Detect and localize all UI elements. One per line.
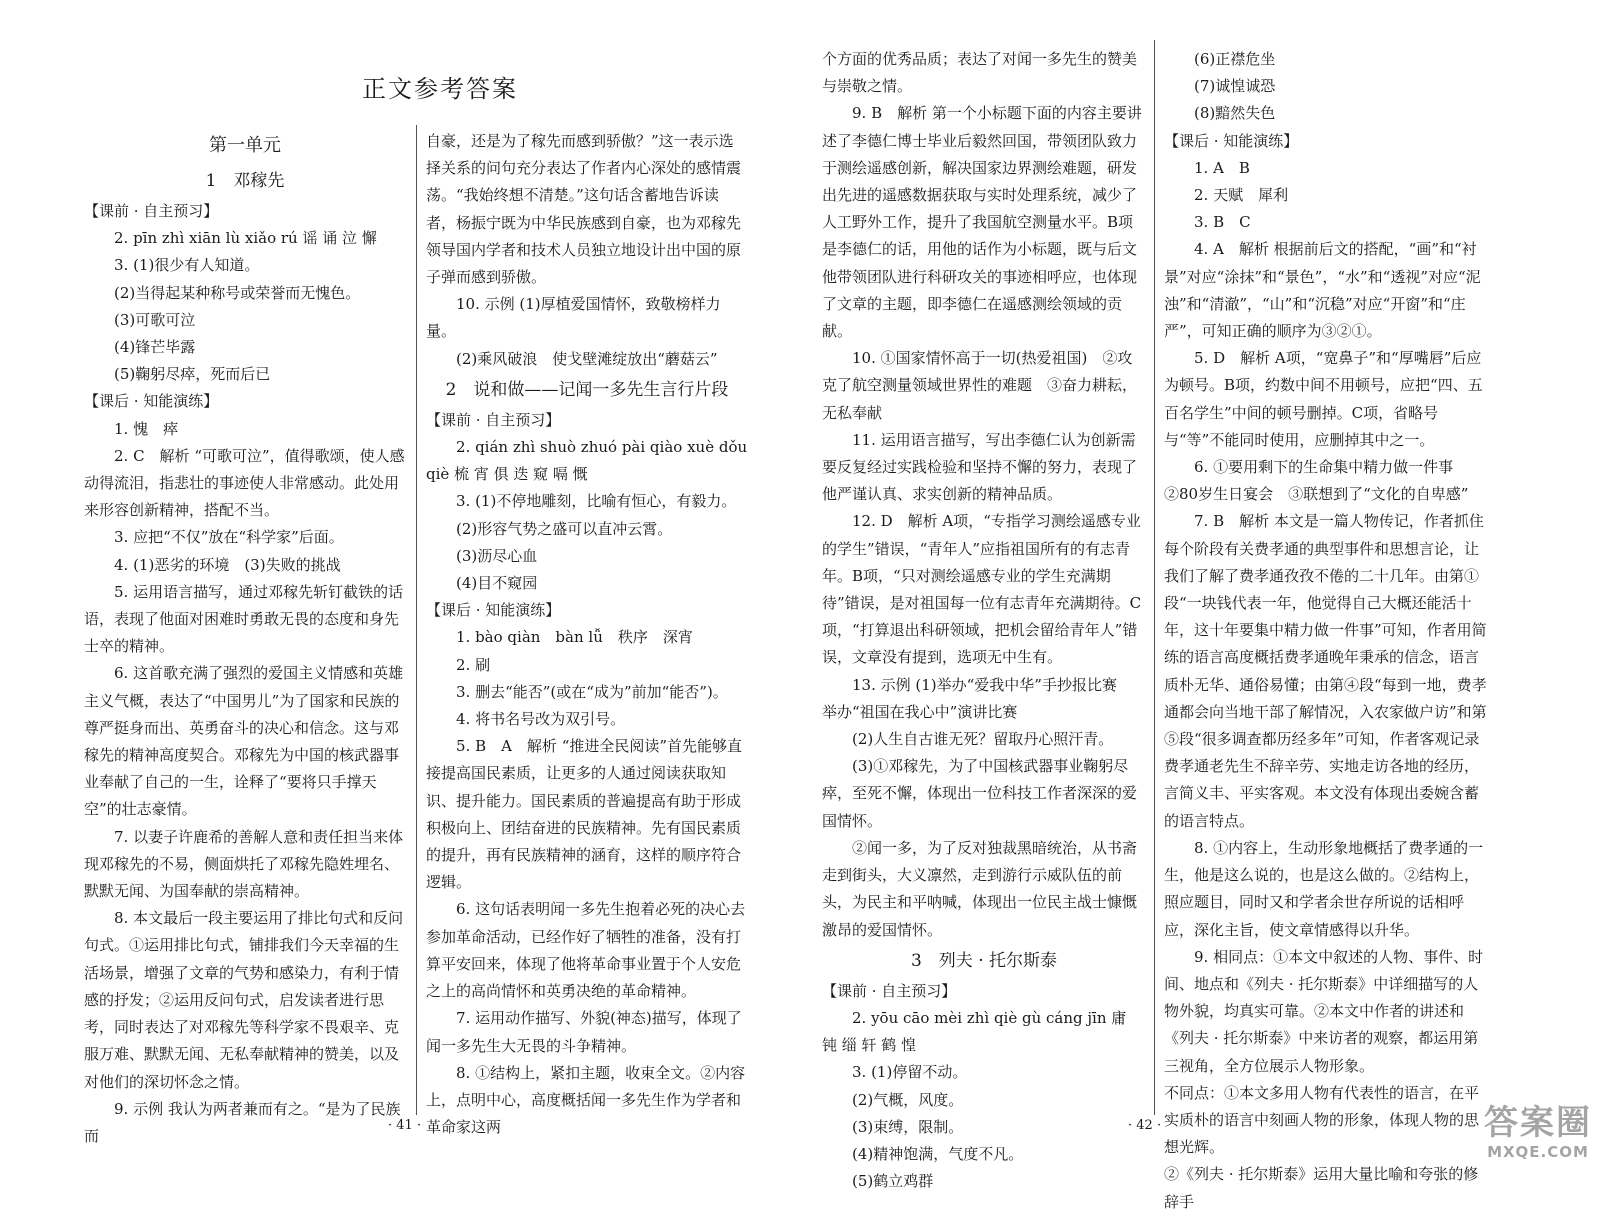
answer-paragraph: (3)可歌可泣	[114, 310, 196, 329]
watermark-text: 答案圈	[1484, 1103, 1592, 1143]
answer-paragraph: 9. 相同点：①本文中叙述的人物、事件、时间、地点和《列夫 · 托尔斯泰》中详细描写的人物外貌，均真实可靠。②本文中作者的讲述和《列夫 · 托尔斯泰》中来访者的观察，都运用第三视角，全方位展示人物形象。	[1164, 947, 1484, 1075]
answer-paragraph: (6)正襟危坐	[1194, 50, 1276, 68]
answer-paragraph: ②《列夫 · 托尔斯泰》运用大量比喻和夸张的修辞手	[1164, 1165, 1479, 1211]
answer-paragraph: 个方面的优秀品质；表达了对闻一多先生的赞美与崇敬之情。	[822, 50, 1138, 96]
answer-paragraph: (3)沥尽心血	[456, 546, 538, 565]
page-number-right: · 42 ·	[1128, 1118, 1162, 1133]
main-title: 正文参考答案	[362, 75, 518, 103]
answer-paragraph: 6. 这句话表明闻一多先生抱着必死的决心去参加革命活动，已经作好了牺牲的准备，没有打算平安回来，体现了他将革命事业置于个人安危之上的高尚情怀和英勇决绝的革命精神。	[426, 900, 746, 1001]
section-label: 【课后 · 知能演练】	[84, 392, 219, 411]
answer-paragraph: 3. (1)停留不动。	[852, 1063, 968, 1082]
page-number-left: · 41 ·	[388, 1118, 422, 1133]
column-divider	[1154, 40, 1155, 1115]
answer-paragraph: 7. B 解析 本文是一篇人物传记，作者抓住每个阶段有关费孝通的典型事件和思想言论，让我们了解了费孝通孜孜不倦的二十几年。由第①段“一块钱代表一年，他觉得自己大概还能活十年，这十年要集中精力做一件事”可知，作者用简练的语言高度概括费孝通晚年秉承的信念，语言质朴无华、通俗易懂；由第④段“每到一地，费孝通都会向当地干部了解情况，入农家做户访”和第⑤段“很多调查都历经多年”可知，作者客观记录费孝通老先生不辞辛劳、实地走访各地的经历，言简义丰、平实客观。本文没有体现出委婉含蓄的语言特点。	[1164, 512, 1487, 830]
answer-paragraph: (3)①邓稼先，为了中国核武器事业鞠躬尽瘁，至死不懈，体现出一位科技工作者深深的爱国情怀。	[822, 757, 1138, 830]
answer-paragraph: (4)精神饱满，气度不凡。	[852, 1144, 1024, 1163]
answer-paragraph: ②闻一多，为了反对独裁黑暗统治，从书斋走到街头，大义凛然，走到游行示威队伍的前头，为民主和平呐喊，体现出一位民主战士慷慨激昂的爱国情怀。	[822, 838, 1138, 939]
answer-paragraph: (2)人生自古谁无死？留取丹心照汗青。	[852, 730, 1114, 749]
answer-paragraph: 10. ①国家情怀高于一切(热爱祖国) ②攻克了航空测量领域世界性的难题 ③奋力耕耘，无私奉献	[822, 349, 1138, 422]
answer-paragraph: 3. B C	[1194, 213, 1251, 232]
answer-paragraph: (2)形容气势之盛可以直冲云霄。	[456, 519, 673, 538]
answer-paragraph: 2. pīn zhì xiān lù xiǎo rú 谣 诵 泣 懈	[114, 229, 377, 248]
answer-paragraph: (8)黯然失色	[1194, 104, 1276, 123]
section-label: 【课前 · 自主预习】	[426, 410, 561, 429]
answer-paragraph: 4. (1)恶劣的环境 (3)失败的挑战	[114, 555, 341, 574]
answer-paragraph: 13. 示例 (1)举办“爱我中华”手抄报比赛 举办“祖国在我心中”演讲比赛	[822, 675, 1132, 721]
section-label: 【课后 · 知能演练】	[1164, 131, 1299, 150]
answer-paragraph: 5. B A 解析 “推进全民阅读”首先能够直接提高国民素质，让更多的人通过阅读获取知识、提升能力。国民素质的普遍提高有助于形成积极向上、团结奋进的民族精神。先有国民素质的提升，再有民族精神的涵育，这样的顺序符合逻辑。	[426, 737, 743, 892]
section-label: 【课前 · 自主预习】	[84, 202, 219, 220]
answer-paragraph: 8. 本文最后一段主要运用了排比句式和反问句式。①运用排比句式，铺排我们今天幸福的生活场景，增强了文章的气势和感染力，有利于情感的抒发；②运用反问句式，启发读者进行思考，同时表达了对邓稼先等科学家不畏艰辛、克服万难、默默无闻、无私奉献精神的赞美，以及对他们的深切怀念之情。	[84, 909, 404, 1091]
answer-paragraph: 5. D 解析 A项，“宽鼻子”和“厚嘴唇”后应为顿号。B项，约数中间不用顿号，应把“四、五百名学生”中间的顿号删掉。C项，省略号与“等”不能同时使用，应删掉其中之一。	[1164, 349, 1483, 449]
answer-paragraph: (2)气概，风度。	[852, 1090, 964, 1109]
answer-paragraph: 2. 天赋 犀利	[1194, 186, 1289, 205]
column-1	[84, 128, 406, 1145]
answer-paragraph: 5. 运用语言描写，通过邓稼先斩钉截铁的话语，表现了他面对困难时勇敢无畏的态度和身先士卒的精神。	[84, 582, 404, 656]
answer-paragraph: 3. 应把“不仅”放在“科学家”后面。	[114, 528, 344, 547]
column-4	[1164, 46, 1490, 1211]
answer-paragraph: 2. qián zhì shuò zhuó pài qiào xuè dǒu qiè 梳 宵 俱 迭 窥 嗝 慨	[426, 438, 748, 484]
answer-paragraph: 8. ①结构上，紧扣主题，收束全文。②内容上，点明中心，高度概括闻一多先生作为学者和革命家这两	[426, 1063, 746, 1137]
lesson-heading: 1 邓稼先	[205, 171, 285, 191]
answer-paragraph: 8. ①内容上，生动形象地概括了费孝通的一生，他是这么说的，也是这么做的。②结构上，照应题目，同时又和学者余世存所说的话相呼应，深化主旨，使文章情感得以升华。	[1164, 838, 1484, 939]
answer-paragraph: 6. ①要用剩下的生命集中精力做一件事 ②80岁生日宴会 ③联想到了“文化的自卑感”	[1164, 458, 1469, 504]
answer-paragraph: 2. yōu cāo mèi zhì qiè gù cáng jīn 庸 钝 缁 轩 鹤 惶	[822, 1008, 1127, 1055]
answer-paragraph: (5)鞠躬尽瘁，死而后已	[114, 365, 271, 384]
answer-paragraph: 3. (1)不停地雕刻，比喻有恒心，有毅力。	[456, 492, 737, 511]
answer-paragraph: (7)诚惶诚恐	[1194, 77, 1276, 96]
answer-paragraph: 2. 刷	[456, 655, 491, 674]
answer-paragraph: 9. B 解析 第一个小标题下面的内容主要讲述了李德仁博士毕业后毅然回国，带领团队致力于测绘遥感创新，解决国家边界测绘难题，研发出先进的遥感数据获取与实时处理系统，减少了人工野外工作，提升了我国航空测量水平。B项是李德仁的话，用他的话作为小标题，既与后文他带领团队进行科研攻关的事迹相呼应，也体现了文章的主题，即李德仁在遥感测绘领域的贡献。	[822, 104, 1142, 341]
watermark-url: MXQE.COM	[1487, 1143, 1589, 1161]
answer-paragraph: 4. 将书名号改为双引号。	[456, 710, 626, 729]
lesson-heading: 2 说和做——记闻一多先生言行片段	[445, 379, 729, 400]
answer-paragraph: 4. A 解析 根据前后文的搭配，“画”和“衬景”对应“涂抹”和“景色”，“水”和“透视”对应“泥浊”和“清澈”，“山”和“沉稳”对应“开窗”和“庄严”，可知正确的顺序为③②①。	[1164, 240, 1481, 341]
unit-heading: 第一单元	[209, 135, 281, 156]
answer-paragraph: 9. 示例 我认为两者兼而有之。“是为了民族而	[84, 1099, 401, 1145]
answer-paragraph: 7. 以妻子许鹿希的善解人意和责任担当来体现邓稼先的不易，侧面烘托了邓稼先隐姓埋名、默默无闻、为国奉献的崇高精神。	[84, 827, 404, 901]
answer-paragraph: (4)锋芒毕露	[114, 338, 196, 357]
answer-paragraph: (5)鹤立鸡群	[852, 1172, 934, 1191]
answer-paragraph: 1. bào qiàn bàn lǚ 秩序 深宵	[456, 628, 693, 647]
answer-paragraph: 自豪，还是为了稼先而感到骄傲？”这一表示选择关系的问句充分表达了作者内心深处的感情震荡。“我始终想不清楚。”这句话含蓄地告诉读者，杨振宁既为中华民族感到自豪，也为邓稼先领导国内学者和技术人员独立地设计出中国的原子弹而感到骄傲。	[426, 132, 742, 287]
answer-paragraph: 12. D 解析 A项，“专指学习测绘遥感专业的学生”错误，“青年人”应指祖国所有的有志青年。B项，“只对测绘遥感专业的学生充满期待”错误，是对祖国每一位有志青年充满期待。C项，“打算退出科研领域，把机会留给青年人”错误，文章没有提到，选项无中生有。	[822, 512, 1142, 667]
answer-paragraph: 1. 愧 瘁	[114, 419, 179, 438]
answer-paragraph: 3. (1)很少有人知道。	[114, 256, 260, 275]
answer-paragraph: (2)当得起某种称号或荣誉而无愧色。	[114, 283, 361, 302]
watermark-logo	[1484, 1103, 1592, 1161]
answer-paragraph: (3)束缚，限制。	[852, 1117, 964, 1136]
answer-paragraph: 11. 运用语言描写，写出李德仁认为创新需要反复经过实践检验和坚持不懈的努力，表现了他严谨认真、求实创新的精神品质。	[822, 430, 1138, 504]
lesson-heading: 3 列夫 · 托尔斯泰	[910, 950, 1058, 971]
section-label: 【课后 · 知能演练】	[426, 601, 561, 620]
answer-paragraph: 2. C 解析 “可歌可泣”，值得歌颂，使人感动得流泪，指悲壮的事迹使人非常感动。此处用来形容创新精神，搭配不当。	[84, 446, 405, 520]
answer-paragraph: 10. 示例 (1)厚植爱国情怀，致敬榜样力量。	[426, 295, 721, 341]
answer-paragraph: 6. 这首歌充满了强烈的爱国主义情感和英雄主义气概，表达了“中国男儿”为了国家和民族的尊严挺身而出、英勇奋斗的决心和信念。这与邓稼先的精神高度契合。邓稼先为中国的核武器事业奉献了自己的一生，诠释了“要将只手撑天空”的壮志豪情。	[84, 664, 404, 819]
answer-paragraph: (2)乘风破浪 使戈壁滩绽放出“蘑菇云”	[456, 349, 718, 368]
answer-paragraph: 7. 运用动作描写、外貌(神态)描写，体现了闻一多先生大无畏的斗争精神。	[426, 1009, 742, 1055]
column-2	[426, 128, 748, 1137]
answer-paragraph: 1. A B	[1194, 158, 1250, 177]
main-title-wrap	[340, 72, 540, 106]
section-label: 【课前 · 自主预习】	[822, 981, 957, 1000]
answer-paragraph: (4)目不窥园	[456, 574, 538, 593]
answer-paragraph: 不同点：①本文多用人物有代表性的语言，在平实质朴的语言中刻画人物的形象，体现人物的思想光辉。	[1164, 1083, 1480, 1157]
column-divider	[416, 125, 417, 1115]
answer-paragraph: 3. 删去“能否”(或在“成为”前加“能否”)。	[456, 682, 728, 701]
